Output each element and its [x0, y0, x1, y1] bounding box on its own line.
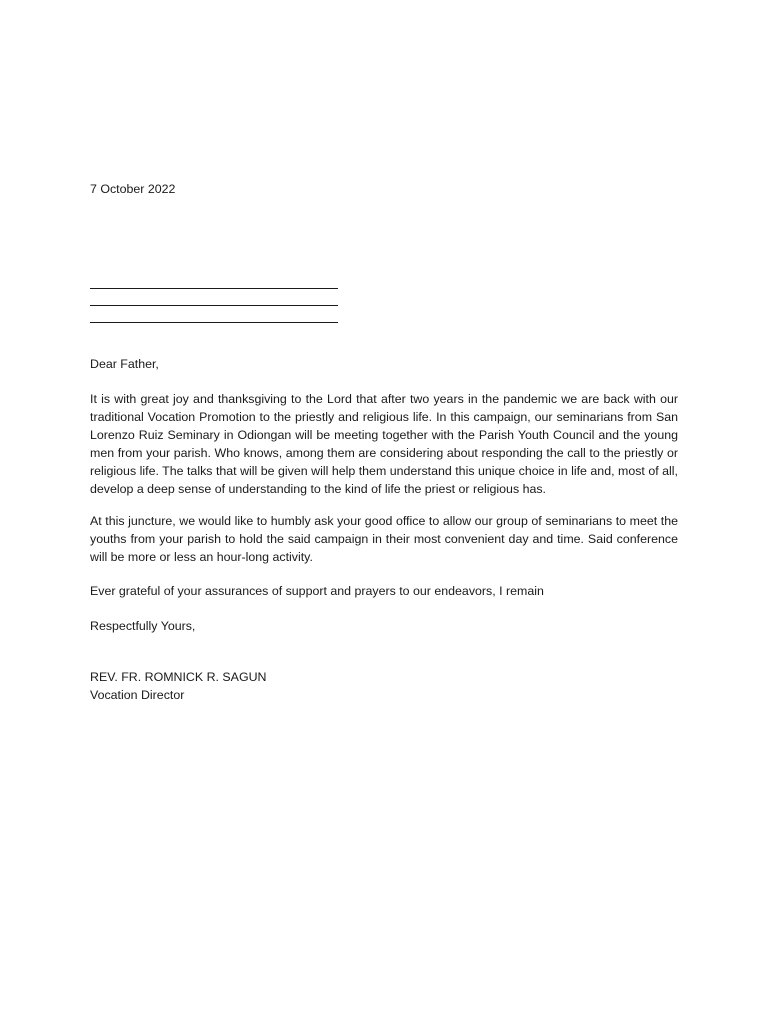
body-paragraph: It is with great joy and thanksgiving to the Lord that after two years in the pandemic we are back with our traditional Vocation Promotion to the priestly and religious life. In this campaign, our seminarians from San Lorenzo Ruiz Seminary in Odiongan will be meeting together with the Parish Youth Council and the young men from your parish. Who knows, among them are considering about responding the call to the priestly or religious life. The talks that will be given will help them understand this unique choice in life and, most of all, develop a deep sense of understanding to the kind of life the priest or religious has. [90, 392, 678, 496]
recipient-address-blanks [90, 272, 338, 323]
signatory-name: REV. FR. ROMNICK R. SAGUN [90, 670, 267, 684]
body-paragraph: Ever grateful of your assurances of support and prayers to our endeavors, I remain [90, 584, 544, 598]
signature-block [90, 668, 266, 704]
complimentary-closing: Respectfully Yours, [90, 619, 196, 633]
address-blank-line [90, 289, 338, 306]
letter-date: 7 October 2022 [90, 182, 176, 196]
address-blank-line [90, 306, 338, 323]
address-blank-line [90, 272, 338, 289]
salutation: Dear Father, [90, 357, 159, 371]
body-paragraph: At this juncture, we would like to humbly ask your good office to allow our group of seminarians to meet the youths from your parish to hold the said campaign in their most convenient day and time. Said conference will be more or less an hour-long activity. [90, 514, 678, 564]
signatory-title: Vocation Director [90, 688, 185, 702]
